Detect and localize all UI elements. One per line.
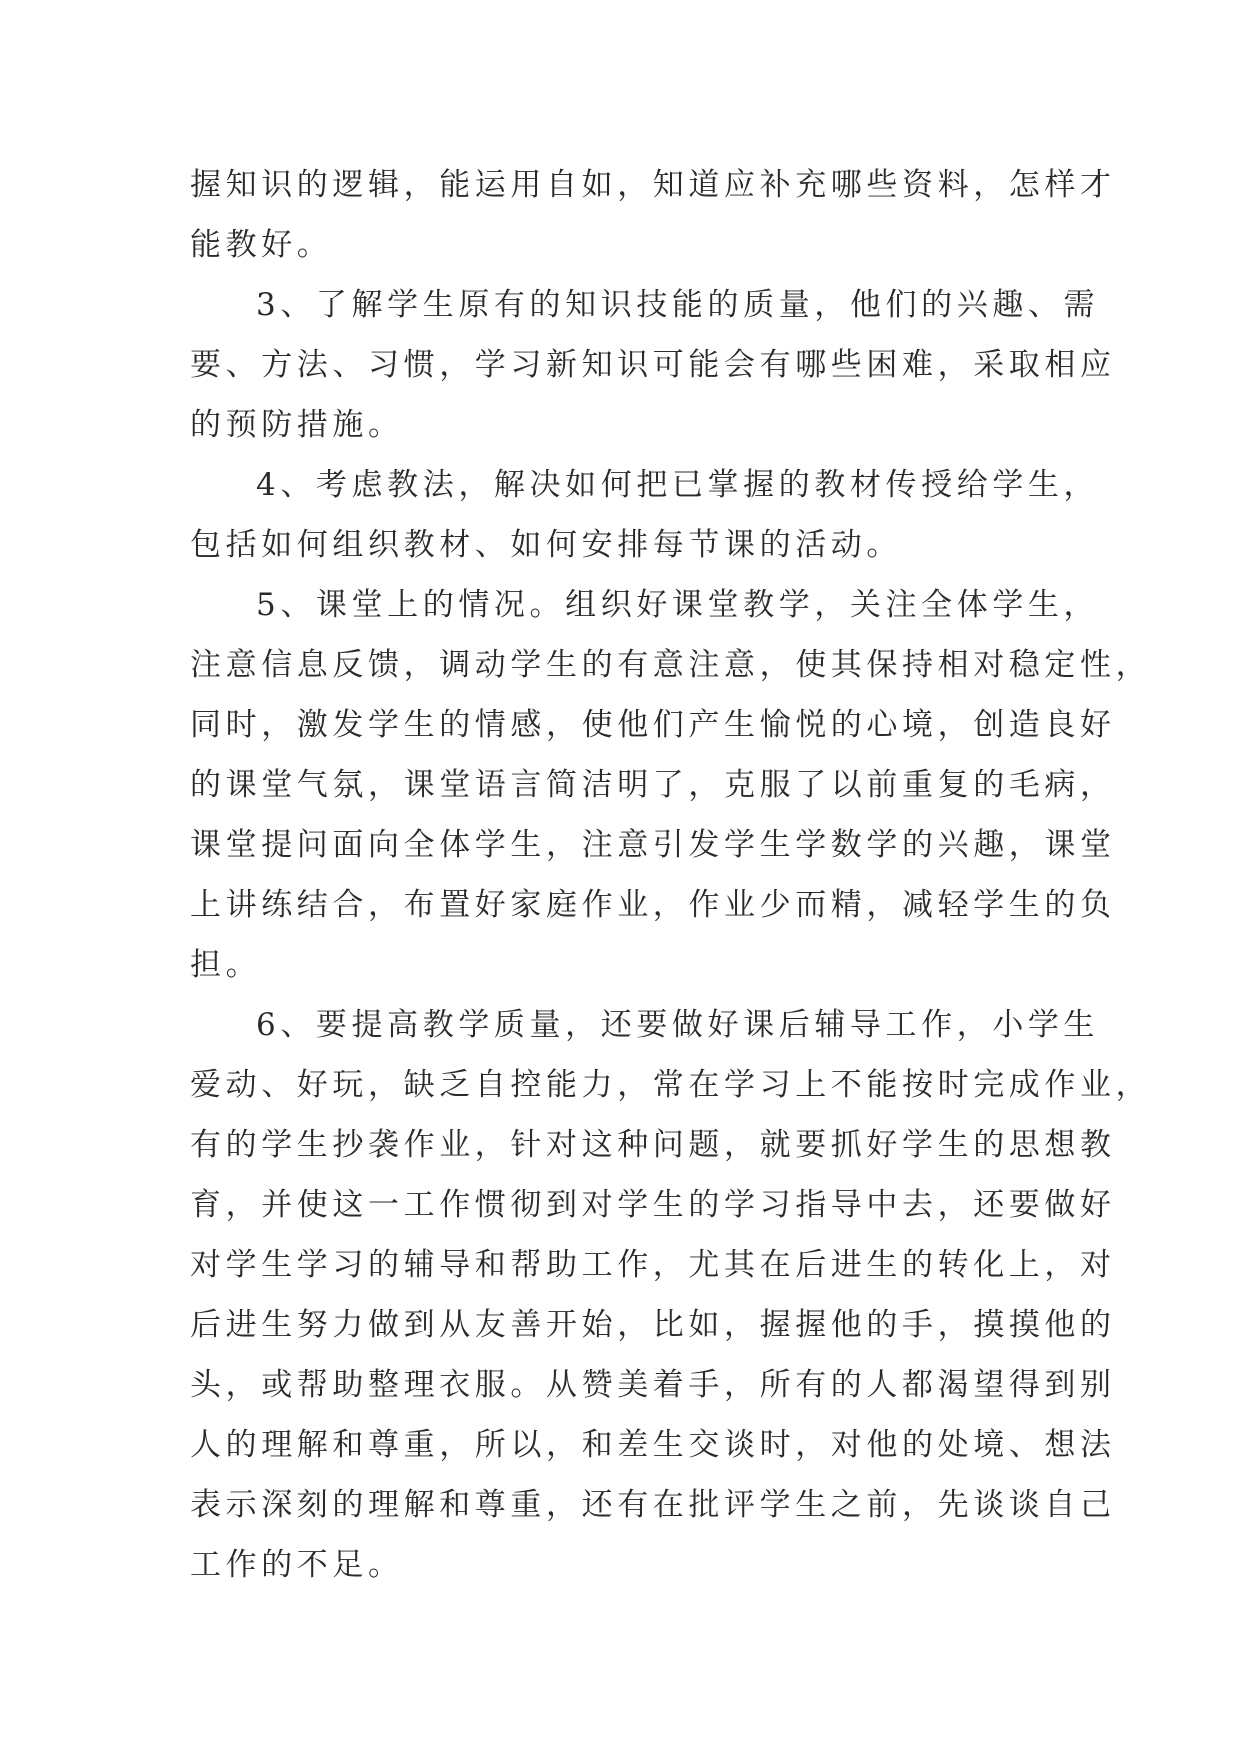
text-line: 同时，激发学生的情感，使他们产生愉悦的心境，创造良好 bbox=[190, 707, 1116, 743]
text-line: 包括如何组织教材、如何安排每节课的活动。 bbox=[190, 527, 902, 563]
paragraph-start-line: 3、了解学生原有的知识技能的质量，他们的兴趣、需 bbox=[256, 287, 1100, 323]
text-line: 有的学生抄袭作业，针对这种问题，就要抓好学生的思想教 bbox=[190, 1127, 1116, 1163]
text-line: 担。 bbox=[190, 947, 262, 983]
text-line: 表示深刻的理解和尊重，还有在批评学生之前，先谈谈自己 bbox=[190, 1487, 1116, 1523]
text-line: 注意信息反馈，调动学生的有意注意，使其保持相对稳定性， bbox=[190, 647, 1152, 683]
text-line: 上讲练结合，布置好家庭作业，作业少而精，减轻学生的负 bbox=[190, 887, 1116, 923]
text-line: 握知识的逻辑，能运用自如，知道应补充哪些资料，怎样才 bbox=[190, 167, 1116, 203]
text-line: 对学生学习的辅导和帮助工作，尤其在后进生的转化上，对 bbox=[190, 1247, 1116, 1283]
text-line: 的预防措施。 bbox=[190, 407, 404, 443]
text-line: 要、方法、习惯，学习新知识可能会有哪些困难，采取相应 bbox=[190, 347, 1116, 383]
text-line: 的课堂气氛，课堂语言简洁明了，克服了以前重复的毛病， bbox=[190, 767, 1116, 803]
text-line: 人的理解和尊重，所以，和差生交谈时，对他的处境、想法 bbox=[190, 1427, 1116, 1463]
paragraph-start-line: 5、课堂上的情况。组织好课堂教学，关注全体学生， bbox=[256, 587, 1100, 623]
text-line: 育，并使这一工作惯彻到对学生的学习指导中去，还要做好 bbox=[190, 1187, 1116, 1223]
text-line: 后进生努力做到从友善开始，比如，握握他的手，摸摸他的 bbox=[190, 1307, 1116, 1343]
paragraph-start-line: 6、要提高教学质量，还要做好课后辅导工作，小学生 bbox=[256, 1007, 1100, 1043]
text-line: 课堂提问面向全体学生，注意引发学生学数学的兴趣，课堂 bbox=[190, 827, 1116, 863]
text-line: 头，或帮助整理衣服。从赞美着手，所有的人都渴望得到别 bbox=[190, 1367, 1116, 1403]
text-line: 能教好。 bbox=[190, 227, 333, 263]
document-body bbox=[190, 155, 1152, 1595]
text-line: 爱动、好玩，缺乏自控能力，常在学习上不能按时完成作业， bbox=[190, 1067, 1152, 1103]
paragraph-start-line: 4、考虑教法，解决如何把已掌握的教材传授给学生， bbox=[256, 467, 1100, 503]
text-line: 工作的不足。 bbox=[190, 1547, 404, 1583]
